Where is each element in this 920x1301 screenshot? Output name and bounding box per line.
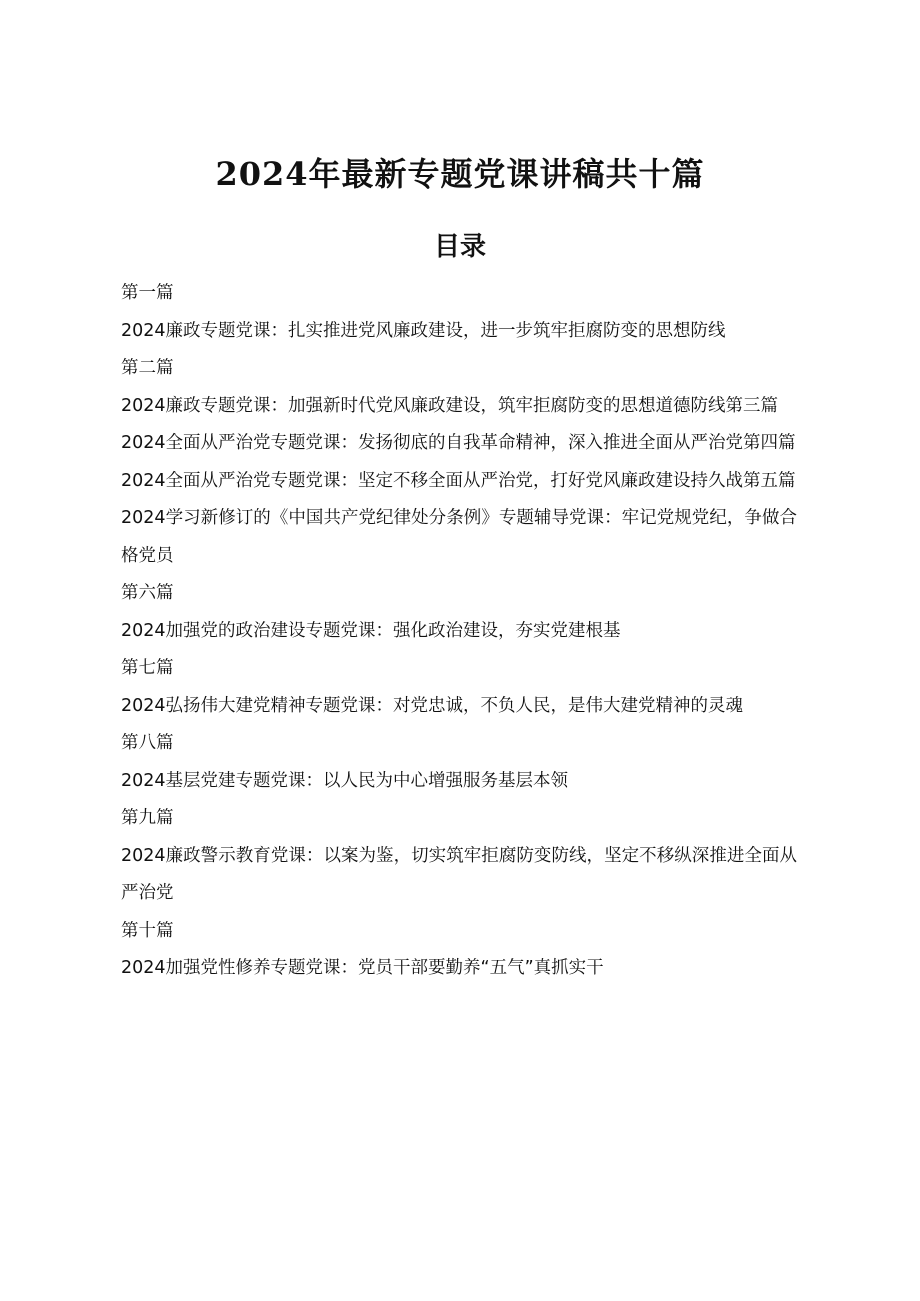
toc-line-title-5: 2024学习新修订的《中国共产党纪律处分条例》专题辅导党课：牢记党规党纪，争做合格党员 xyxy=(121,508,797,566)
table-of-contents xyxy=(121,275,797,988)
toc-line-title-9: 2024廉政警示教育党课：以案为鉴，切实筑牢拒腐防变防线，坚定不移纵深推进全面从严治党 xyxy=(121,845,797,903)
toc-line-title-10: 2024加强党性修养专题党课：党员干部要勤养“五气”真抓实干 xyxy=(121,958,604,978)
toc-line-title-1: 2024廉政专题党课：扎实推进党风廉政建设，进一步筑牢拒腐防变的思想防线 xyxy=(121,320,726,341)
toc-line-title-6: 2024加强党的政治建设专题党课：强化政治建设，夯实党建根基 xyxy=(121,620,621,641)
toc-heading: 目录 xyxy=(433,232,486,262)
toc-line-title-2: 2024廉政专题党课：加强新时代党风廉政建设，筑牢拒腐防变的思想道德防线第三篇 xyxy=(121,395,779,416)
toc-line-title-8: 2024基层党建专题党课：以人民为中心增强服务基层本领 xyxy=(121,770,569,791)
toc-line-part-9: 第九篇 xyxy=(121,808,174,828)
document-title: 2024年最新专题党课讲稿共十篇 xyxy=(215,155,705,193)
toc-line-title-7: 2024弘扬伟大建党精神专题党课：对党忠诚，不负人民，是伟大建党精神的灵魂 xyxy=(121,695,744,716)
toc-line-part-6: 第六篇 xyxy=(121,583,174,603)
toc-line-part-8: 第八篇 xyxy=(121,733,174,753)
toc-line-part-7: 第七篇 xyxy=(121,658,174,678)
toc-line-title-4: 2024全面从严治党专题党课：坚定不移全面从严治党，打好党风廉政建设持久战第五篇 xyxy=(121,470,796,491)
toc-line-part-1: 第一篇 xyxy=(121,283,174,303)
toc-line-part-10: 第十篇 xyxy=(121,920,174,941)
toc-line-title-3: 2024全面从严治党专题党课：发扬彻底的自我革命精神，深入推进全面从严治党第四篇 xyxy=(121,433,796,453)
toc-line-part-2: 第二篇 xyxy=(121,358,174,378)
